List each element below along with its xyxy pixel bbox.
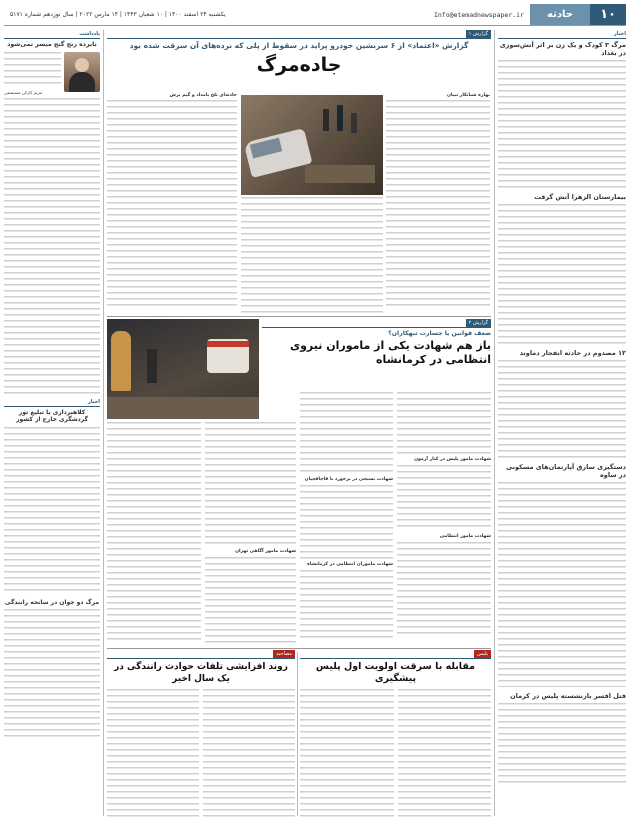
opinion-body — [4, 98, 100, 394]
author-photo — [64, 52, 100, 92]
section-title: حادثه — [530, 4, 590, 25]
second-photo-police — [107, 319, 259, 419]
story-body-damavand — [498, 360, 626, 458]
lead-photo-caption: حادثه‌ای تلخ بامداد و گیم برش — [169, 93, 237, 98]
story-title-alzahra: بیمارستان الزهرا آتش گرفت — [534, 193, 626, 201]
left-news-label: اخبار — [87, 398, 100, 405]
story-body-tour-scam — [4, 427, 100, 595]
second-sub-3: شهادت مامور انتظامی — [439, 534, 491, 539]
story-body-saveh — [498, 482, 626, 687]
page-header — [4, 4, 626, 26]
second-text-1 — [397, 392, 491, 644]
lead-bandbar — [107, 30, 491, 39]
story-title-damavand: ۱۲ مصدوم در حادثه انفجار دماوند — [519, 349, 626, 357]
bottom-right-bandbar — [300, 650, 491, 659]
email-address[interactable]: Info@etemadnewspaper.ir — [433, 10, 524, 19]
lead-headline: جاده‌مرگ — [256, 54, 342, 76]
second-bandbar — [262, 319, 491, 328]
lead-kicker: گزارش «اعتماد» از ۶ سرنشین خودرو پراید در سقوط از پلی که نرده‌های آن سرقت شده بود — [129, 41, 469, 50]
second-sub-4: شهادت ماموران انتظامی در کرمانشاه — [307, 562, 393, 567]
second-story-head — [262, 319, 491, 389]
second-sub-2: شهادت بسیجی در برخورد با قاچاقچیان — [304, 477, 393, 482]
left-news-bandbar — [4, 398, 100, 407]
issue-info: یکشنبه ۲۴ اسفند ۱۴۰۰ | ۱۰ شعبان ۱۴۴۳ | ۱۴ مارس ۲۰۲۲ | سال نوزدهم شماره ۵۱۷۱ — [10, 11, 226, 18]
second-sub-5: شهادت مامور آگاهی تهران — [235, 549, 296, 554]
lead-text-right — [386, 93, 490, 313]
second-sub-1: شهادت مامور پلیس در کنار آزمون — [414, 457, 491, 462]
lead-photo-crash — [241, 95, 383, 195]
left-col-label: یادداشت — [79, 31, 100, 37]
story-title-crash: مرگ دو جوان در سانحه رانندگی — [4, 598, 100, 606]
second-headline: باز هم شهادت یکی از ماموران نیروی انتظامی در کرمانشاه — [289, 339, 491, 366]
second-band: گزارش ۲ — [466, 319, 491, 327]
opinion-title: نابرده رنج گنج میسر نمی‌شود — [7, 41, 97, 48]
story-title-kerman: قتل افسر بازنشسته پلیس در کرمان — [510, 692, 626, 700]
author-name: مریم کارکن مستشفی — [4, 89, 43, 95]
bottom-story-left — [107, 650, 295, 816]
bottom-left-bandbar — [107, 650, 295, 659]
story-title-saveh: دستگیری سارق آپارتمان‌های مسکونی در ساوه — [505, 463, 626, 479]
page-number: ۱۰ — [590, 4, 626, 25]
story-body-crash — [4, 609, 100, 737]
right-col-bandbar — [498, 30, 626, 39]
story-body-kerman — [498, 703, 626, 783]
story-body-alzahra — [498, 204, 626, 344]
bottom-left-headline: روند افزایشی تلفات حوادث رانندگی در یک سال اخیر — [114, 662, 288, 684]
left-col-bandbar — [4, 30, 100, 39]
lead-byline: بهاره شبانکار تبیان — [446, 93, 490, 98]
bottom-right-headline: مقابله با سرقت اولویت اول پلیس پیشگیری — [315, 661, 476, 684]
news-column-right — [498, 30, 626, 816]
story-title-baghdad: مرگ ۳ کودک و یک زن بر اثر آتش‌سوزی در بغداد — [499, 41, 626, 57]
opinion-column-left — [4, 30, 100, 816]
header-info — [4, 4, 530, 25]
bottom-left-band: مصاحبه — [273, 650, 295, 658]
bottom-story-right — [300, 650, 491, 816]
bottom-right-band: پلیس — [474, 650, 491, 658]
lead-text-left — [107, 93, 237, 313]
story-body-baghdad — [498, 60, 626, 188]
story-title-tour-scam: کلاهبرداری با تبلیغ تور گردشگری خارج از کشور — [16, 408, 88, 424]
lead-band: گزارش ۱ — [466, 30, 491, 38]
right-col-label: اخبار — [613, 31, 626, 37]
second-text-2 — [300, 392, 393, 644]
second-text-3 — [205, 422, 296, 644]
second-text-4 — [107, 422, 201, 644]
lead-text-mid — [241, 197, 383, 313]
second-kicker: ضعف قوانین یا جسارت تبهکاران؟ — [388, 330, 491, 337]
